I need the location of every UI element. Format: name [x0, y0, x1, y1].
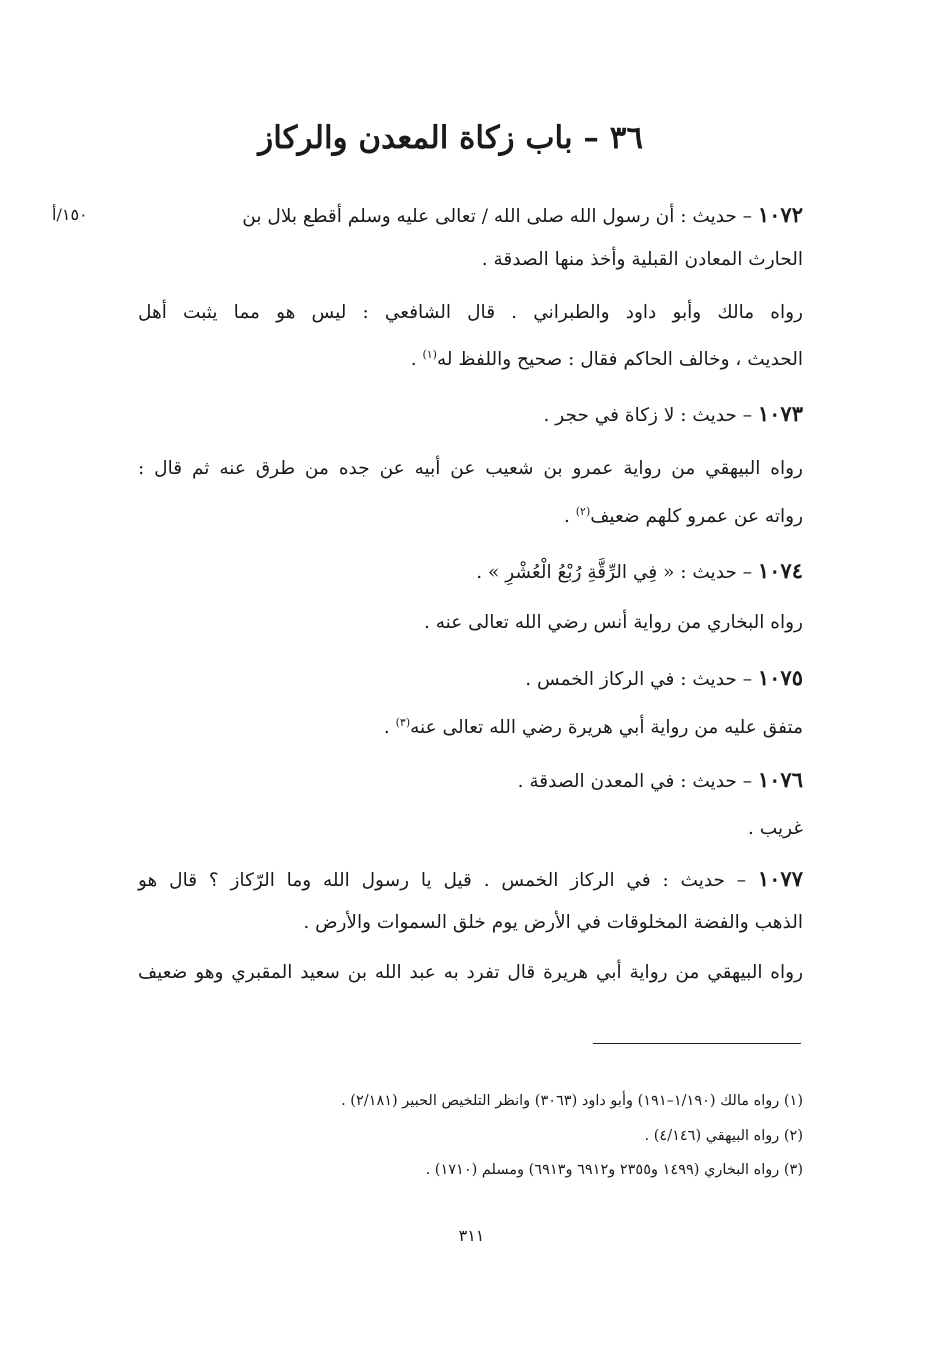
chapter-title: ٣٦ – باب زكاة المعدن والركاز: [258, 120, 643, 156]
manuscript-folio-note: ١٥٠/أ: [52, 205, 88, 224]
commentary-1072-line-2: [138, 348, 803, 370]
commentary-end: .: [410, 349, 423, 371]
hadith-text: – حديث : في الركاز الخمس . قيل يا رسول الله وما الرّكاز ؟ قال هو: [138, 870, 758, 891]
footnote-ref: (٣): [395, 716, 411, 729]
hadith-number: ١٠٧٥: [757, 665, 803, 690]
footnote-ref: (١): [422, 348, 437, 361]
footnote-ref: (٢): [575, 505, 591, 518]
commentary-1075: [138, 716, 803, 738]
commentary-end: .: [383, 717, 396, 739]
hadith-1072-line-2: الحارث المعادن القبلية وأخذ منها الصدقة .: [481, 249, 803, 270]
hadith-1074: [138, 558, 803, 583]
footnote-separator: [593, 1043, 801, 1044]
hadith-number: ١٠٧٣: [757, 401, 803, 426]
commentary-1072-line-1: رواه مالك وأبو داود والطبراني . قال الشافعي : ليس هو مما يثبت أهل: [138, 302, 803, 323]
hadith-text: – حديث : في المعدن الصدقة .: [517, 771, 758, 792]
hadith-1073: [138, 401, 803, 426]
hadith-number: ١٠٧٧: [757, 866, 803, 891]
commentary-1073-line-2: [138, 505, 803, 527]
commentary-1076: غريب .: [748, 818, 803, 839]
hadith-1076: [138, 767, 803, 792]
hadith-text: – حديث : « فِي الرِّقَّةِ رُبْعُ الْعُشْرِ » .: [476, 562, 758, 583]
commentary-text: رواته عن عمرو كلهم ضعيف: [590, 506, 803, 528]
hadith-1075: [138, 665, 803, 690]
hadith-1072-line-1: [113, 202, 803, 227]
hadith-text: – حديث : في الركاز الخمس .: [525, 669, 758, 690]
commentary-text: الحديث ، وخالف الحاكم فقال : صحيح واللفظ له: [436, 349, 803, 371]
hadith-1077-line-2: الذهب والفضة المخلوقات في الأرض يوم خلق السموات والأرض .: [303, 912, 803, 933]
commentary-1074: رواه البخاري من رواية أنس رضي الله تعالى عنه .: [424, 612, 803, 633]
hadith-1077-line-1: [138, 866, 803, 891]
footnote-2: (٢) رواه البيهقي (٤/١٤٦) .: [644, 1128, 803, 1144]
page-number: ٣١١: [458, 1226, 485, 1245]
commentary-end: .: [563, 506, 576, 528]
hadith-number: ١٠٧٢: [757, 202, 803, 227]
footnote-1: (١) رواه مالك (١/١٩٠–١٩١) وأبو داود (٣٠٦٣) وانظر التلخيص الحبير (٢/١٨١) .: [341, 1093, 803, 1109]
commentary-text: متفق عليه من رواية أبي هريرة رضي الله تعالى عنه: [410, 717, 803, 739]
footnote-3: (٣) رواه البخاري (١٤٩٩ و٢٣٥٥ و٦٩١٢ و٦٩١٣) ومسلم (١٧١٠) .: [425, 1162, 803, 1178]
hadith-number: ١٠٧٤: [757, 558, 803, 583]
hadith-text: – حديث : لا زكاة في حجر .: [543, 405, 758, 426]
commentary-1077: رواه البيهقي من رواية أبي هريرة قال تفرد به عبد الله بن سعيد المقبري وهو ضعيف: [138, 962, 803, 983]
commentary-1073-line-1: رواه البيهقي من رواية عمرو بن شعيب عن أبيه عن جده من طرق عنه ثم قال :: [138, 458, 803, 479]
hadith-text: – حديث : أن رسول الله صلى الله / تعالى عليه وسلم أقطع بلال بن: [242, 206, 758, 227]
hadith-number: ١٠٧٦: [757, 767, 803, 792]
